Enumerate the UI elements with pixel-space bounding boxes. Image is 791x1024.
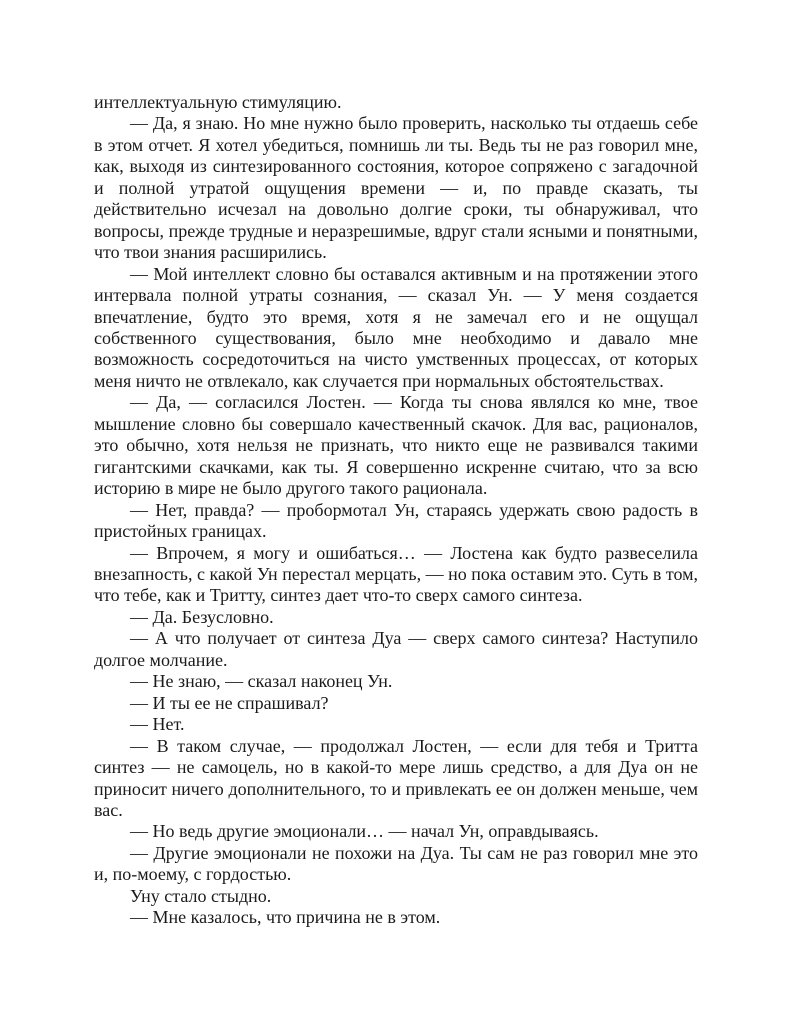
paragraph: — Мой интеллект словно бы оставался активным и на протяжении этого интервала полной утраты сознания, — сказал Ун. — У меня создается впечатление, будто это время, хотя я не замечал его и не ощущал собственного существования, было мне необходимо и давало мне возможность сосредоточиться на чисто умственных процессах, от которых меня ничто не отвлекало, как случается при нормальных обстоятельствах. — [94, 263, 698, 391]
paragraph: — В таком случае, — продолжал Лостен, — если для тебя и Тритта синтез — не самоцель, но в какой-то мере лишь средство, а для Дуа он не приносит ничего дополнительного, то и привлекать ее он должен меньше, чем вас. — [94, 735, 698, 820]
paragraph: — Да. Безусловно. — [130, 606, 274, 627]
paragraph: — Но ведь другие эмоционали… — начал Ун, оправдываясь. — [130, 821, 599, 842]
paragraph: — Не знаю, — сказал наконец Ун. — [130, 671, 393, 692]
paragraph: — Да, — согласился Лостен. — Когда ты снова являлся ко мне, твое мышление словно бы совершало качественный скачок. Для вас, рационалов, это обычно, хотя нельзя не признать, что никто еще не развивался такими гигантскими скачками, как ты. Я совершенно искренне считаю, что за всю историю в мире не было другого такого рационала. — [94, 392, 698, 499]
paragraph: — Нет. — [130, 714, 185, 735]
paragraph: — Другие эмоционали не похожи на Дуа. Ты сам не раз говорил мне это и, по-моему, с гордостью. — [94, 842, 698, 885]
paragraph: — Мне казалось, что причина не в этом. — [130, 907, 441, 928]
paragraph: — Впрочем, я могу и ошибаться… — Лостена как будто развеселила внезапность, с какой Ун перестал мерцать, — но пока оставим это. Суть в том, что тебе, как и Тритту, синтез дает что-то сверх самого синтеза. — [94, 542, 698, 606]
paragraph: интеллектуальную стимуляцию. — [94, 92, 342, 112]
document-page — [94, 92, 698, 929]
paragraph: — Да, я знаю. Но мне нужно было проверить, насколько ты отдаешь себе в этом отчет. Я хотел убедиться, помнишь ли ты. Ведь ты не раз говорил мне, как, выходя из синтезированного состояния, которое сопряжено с загадочной и полной утратой ощущения времени — и, по правде сказать, ты действительно исчезал на довольно долгие сроки, ты обнаруживал, что вопросы, прежде трудные и неразрешимые, вдруг стали ясными и понятными, что твои знания расширились. — [94, 113, 698, 263]
paragraph: — И ты ее не спрашивал? — [130, 692, 329, 713]
paragraph: — А что получает от синтеза Дуа — сверх самого синтеза? Наступило долгое молчание. — [94, 628, 698, 670]
paragraph: — Нет, правда? — пробормотал Ун, стараясь удержать свою радость в пристойных границах. — [94, 499, 698, 542]
paragraph: Уну стало стыдно. — [130, 885, 272, 906]
